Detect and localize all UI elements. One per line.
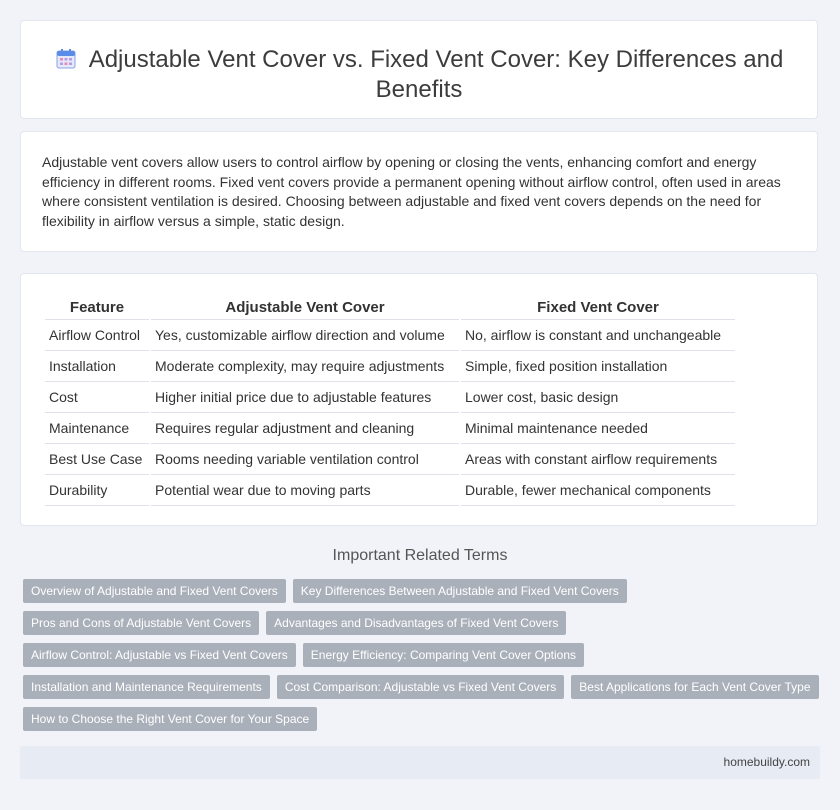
tag-row — [23, 579, 823, 603]
related-term-tag[interactable]: Installation and Maintenance Requirements — [23, 675, 270, 699]
table-cell: Simple, fixed position installation — [461, 351, 735, 382]
comparison-table — [43, 295, 737, 506]
table-cell: Higher initial price due to adjustable features — [151, 382, 459, 413]
related-terms-list — [23, 579, 823, 739]
table-cell: No, airflow is constant and unchangeable — [461, 320, 735, 351]
intro-paragraph: Adjustable vent covers allow users to control airflow by opening or closing the vents, enhancing comfort and energy efficiency in different rooms. Fixed vent covers provide a permanent opening without airflow control, often used in areas where consistent ventilation is desired. Choosing between adjustable and fixed vent covers depends on the need for flexibility in airflow versus a simple, static design. — [42, 154, 781, 229]
related-term-tag[interactable]: Advantages and Disadvantages of Fixed Vent Covers — [266, 611, 566, 635]
footer — [20, 746, 820, 779]
table-cell: Cost — [45, 382, 149, 413]
table-cell: Durable, fewer mechanical components — [461, 475, 735, 506]
calendar-icon — [55, 48, 77, 70]
column-header-fixed: Fixed Vent Cover — [461, 295, 735, 320]
column-header-adjustable: Adjustable Vent Cover — [151, 295, 459, 320]
table-row — [45, 351, 735, 382]
table-cell: Areas with constant airflow requirements — [461, 444, 735, 475]
table-cell: Durability — [45, 475, 149, 506]
table-header-row — [45, 295, 735, 320]
table-cell: Moderate complexity, may require adjustments — [151, 351, 459, 382]
table-row — [45, 444, 735, 475]
related-term-tag[interactable]: Best Applications for Each Vent Cover Type — [571, 675, 818, 699]
page-title: Adjustable Vent Cover vs. Fixed Vent Cover: Key Differences and Benefits — [88, 46, 784, 103]
tag-row — [23, 707, 823, 731]
table-row — [45, 382, 735, 413]
table-cell: Minimal maintenance needed — [461, 413, 735, 444]
table-cell: Rooms needing variable ventilation control — [151, 444, 459, 475]
table-cell: Best Use Case — [45, 444, 149, 475]
related-term-tag[interactable]: How to Choose the Right Vent Cover for Your Space — [23, 707, 317, 731]
tag-row — [23, 643, 823, 667]
related-term-tag[interactable]: Energy Efficiency: Comparing Vent Cover Options — [303, 643, 584, 667]
title-card — [20, 20, 818, 119]
footer-site-link[interactable]: homebuildy.com — [723, 755, 810, 769]
tag-row — [23, 675, 823, 699]
table-row — [45, 475, 735, 506]
table-cell: Potential wear due to moving parts — [151, 475, 459, 506]
related-term-tag[interactable]: Overview of Adjustable and Fixed Vent Covers — [23, 579, 286, 603]
related-terms-title: Important Related Terms — [332, 547, 508, 564]
table-cell: Lower cost, basic design — [461, 382, 735, 413]
table-cell: Installation — [45, 351, 149, 382]
table-row — [45, 320, 735, 351]
page-header — [21, 21, 817, 105]
table-cell: Requires regular adjustment and cleaning — [151, 413, 459, 444]
related-term-tag[interactable]: Cost Comparison: Adjustable vs Fixed Vent Covers — [277, 675, 564, 699]
intro-card — [20, 131, 818, 252]
table-cell: Maintenance — [45, 413, 149, 444]
table-cell: Airflow Control — [45, 320, 149, 351]
related-term-tag[interactable]: Pros and Cons of Adjustable Vent Covers — [23, 611, 259, 635]
column-header-feature: Feature — [45, 295, 149, 320]
related-term-tag[interactable]: Key Differences Between Adjustable and Fixed Vent Covers — [293, 579, 627, 603]
table-cell: Yes, customizable airflow direction and volume — [151, 320, 459, 351]
tag-row — [23, 611, 823, 635]
related-term-tag[interactable]: Airflow Control: Adjustable vs Fixed Vent Covers — [23, 643, 296, 667]
table-row — [45, 413, 735, 444]
comparison-card — [20, 273, 818, 526]
